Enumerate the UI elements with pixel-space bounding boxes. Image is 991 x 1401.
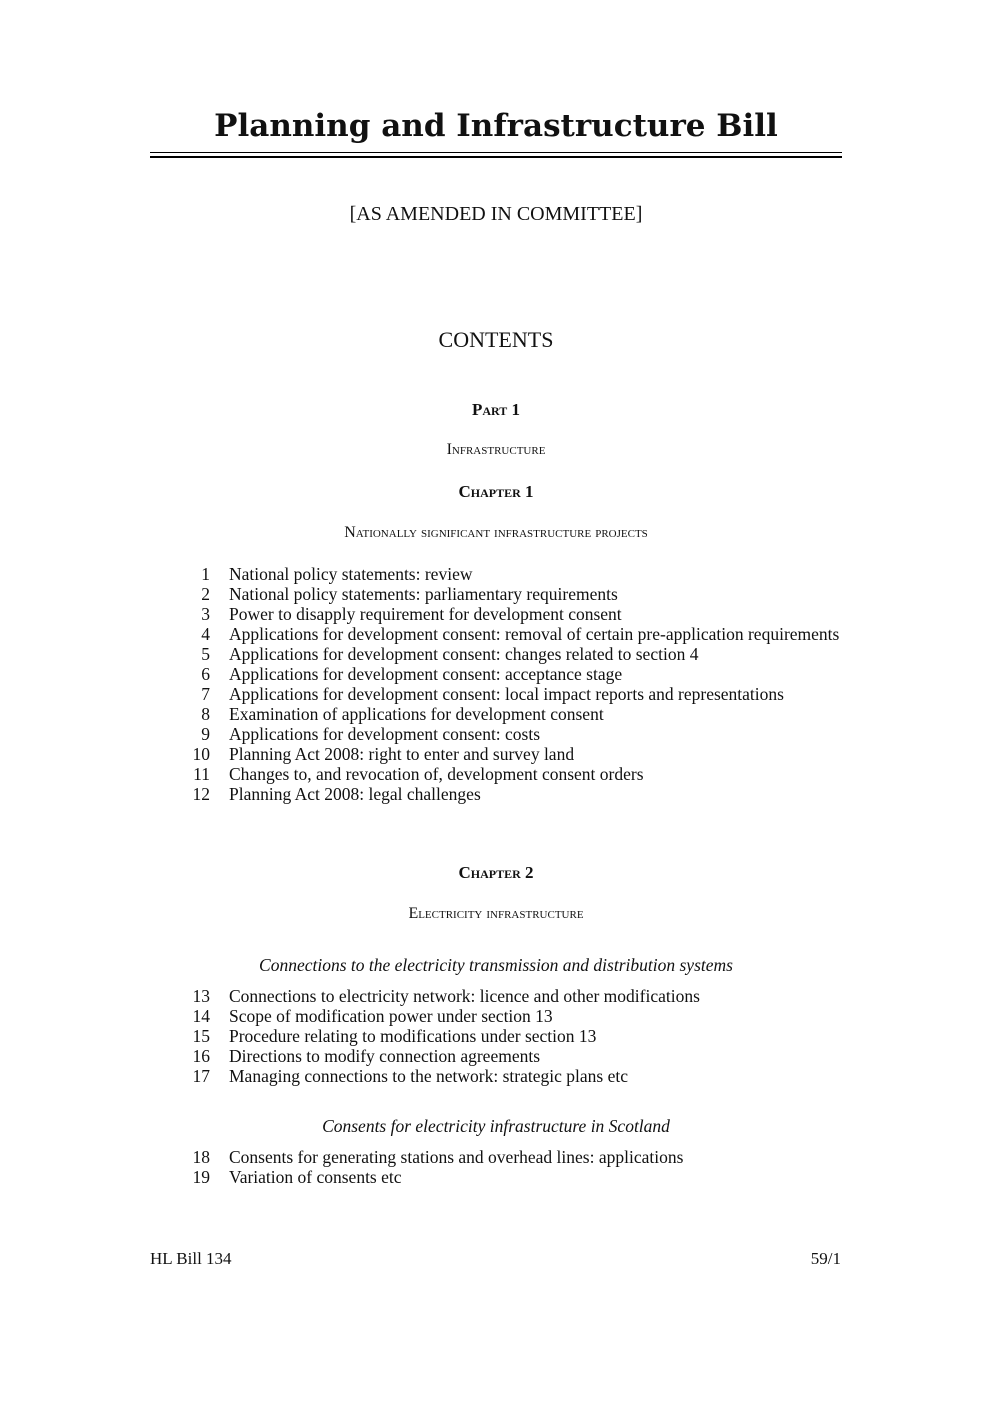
chapter-2-label: Chapter 2: [458, 863, 534, 882]
part-1-title: Infrastructure: [446, 441, 546, 458]
section-title: Applications for development consent: acceptance stage: [229, 664, 623, 684]
section-title: Consents for generating stations and overhead lines: applications: [229, 1147, 684, 1167]
toc-entry[interactable]: [180, 1046, 840, 1066]
section-number: 6: [201, 664, 210, 684]
section-number: 9: [201, 724, 210, 744]
chapter-2-scotland-toc: [180, 1147, 840, 1187]
section-title: National policy statements: parliamentary requirements: [229, 584, 618, 604]
section-title: Examination of applications for development consent: [229, 704, 604, 724]
section-number: 17: [192, 1066, 210, 1086]
title-double-rule: [150, 152, 842, 158]
toc-entry[interactable]: [180, 664, 840, 684]
chapter-1-title: Nationally significant infrastructure projects: [344, 524, 648, 541]
part-1-label: Part 1: [471, 400, 521, 419]
section-title: Scope of modification power under section 13: [229, 1006, 553, 1026]
section-number: 8: [201, 704, 210, 724]
toc-entry[interactable]: [180, 644, 840, 664]
section-title: Directions to modify connection agreements: [229, 1046, 541, 1066]
toc-entry[interactable]: [180, 584, 840, 604]
toc-entry[interactable]: [180, 684, 840, 704]
toc-entry[interactable]: [180, 604, 840, 624]
section-number: 18: [192, 1147, 210, 1167]
toc-entry[interactable]: [180, 986, 840, 1006]
chapter-1-toc: [180, 564, 840, 804]
chapter-2-connections-toc: [180, 986, 840, 1086]
section-number: 14: [192, 1006, 210, 1026]
section-number: 11: [193, 764, 210, 784]
section-number: 1: [201, 564, 210, 584]
toc-entry[interactable]: [180, 564, 840, 584]
section-title: Changes to, and revocation of, development consent orders: [229, 764, 644, 784]
section-title: Procedure relating to modifications under section 13: [229, 1026, 597, 1046]
chapter-2-title: Electricity infrastructure: [408, 905, 584, 922]
group-heading-scotland: Consents for electricity infrastructure in Scotland: [322, 1116, 670, 1136]
section-title: Connections to electricity network: licence and other modifications: [229, 986, 700, 1006]
section-title: Applications for development consent: costs: [229, 724, 541, 744]
bill-reference: HL Bill 134: [150, 1249, 232, 1268]
toc-entry[interactable]: [180, 1147, 840, 1167]
section-number: 12: [192, 784, 210, 804]
section-number: 7: [201, 684, 210, 704]
chapter-1-label: Chapter 1: [458, 482, 534, 501]
toc-entry[interactable]: [180, 744, 840, 764]
page-reference: 59/1: [810, 1249, 841, 1268]
group-heading-connections: Connections to the electricity transmission and distribution systems: [259, 955, 733, 975]
section-title: Applications for development consent: local impact reports and representations: [229, 684, 784, 704]
section-number: 3: [201, 604, 210, 624]
section-title: Variation of consents etc: [229, 1167, 402, 1187]
section-number: 5: [201, 644, 210, 664]
section-number: 10: [192, 744, 210, 764]
section-number: 19: [192, 1167, 210, 1187]
document-title: Planning and Infrastructure Bill: [214, 108, 778, 144]
section-title: Planning Act 2008: legal challenges: [229, 784, 481, 804]
section-title: Power to disapply requirement for development consent: [229, 604, 622, 624]
section-title: Planning Act 2008: right to enter and survey land: [229, 744, 575, 764]
section-number: 16: [192, 1046, 210, 1066]
contents-heading: CONTENTS: [438, 327, 554, 352]
toc-entry[interactable]: [180, 1006, 840, 1026]
section-title: Applications for development consent: changes related to section 4: [229, 644, 699, 664]
toc-entry[interactable]: [180, 764, 840, 784]
section-title: National policy statements: review: [229, 564, 473, 584]
toc-entry[interactable]: [180, 624, 840, 644]
section-title: Managing connections to the network: strategic plans etc: [229, 1066, 628, 1086]
toc-entry[interactable]: [180, 1066, 840, 1086]
section-number: 15: [192, 1026, 210, 1046]
toc-entry[interactable]: [180, 1026, 840, 1046]
amendment-status: [AS AMENDED IN COMMITTEE]: [349, 203, 643, 225]
section-number: 2: [201, 584, 210, 604]
section-title: Applications for development consent: removal of certain pre-application requirements: [229, 624, 840, 644]
toc-entry[interactable]: [180, 1167, 840, 1187]
section-number: 13: [192, 986, 210, 1006]
toc-entry[interactable]: [180, 784, 840, 804]
toc-entry[interactable]: [180, 724, 840, 744]
toc-entry[interactable]: [180, 704, 840, 724]
section-number: 4: [201, 624, 210, 644]
